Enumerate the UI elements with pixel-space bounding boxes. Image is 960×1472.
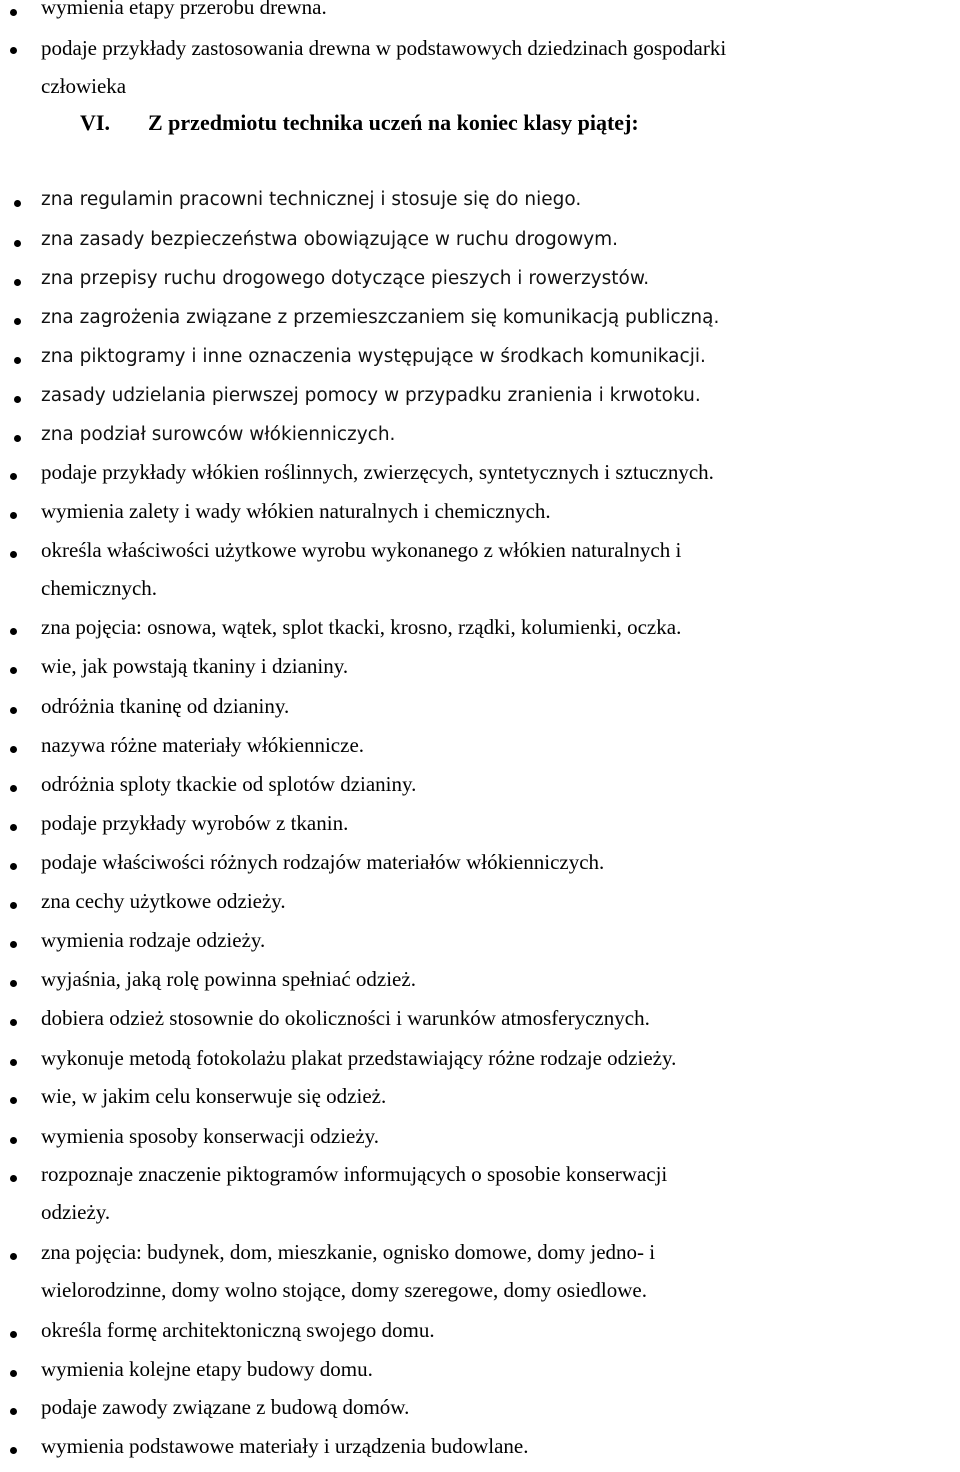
list-item-text: określa właściwości użytkowe wyrobu wykonanego z włókien naturalnych i [41, 538, 682, 562]
bullet-icon [10, 512, 17, 519]
bullet-icon [10, 551, 17, 558]
bullet-icon [14, 279, 21, 286]
list-item-text: zna regulamin pracowni technicznej i stosuje się do niego. [41, 189, 582, 210]
list-item-text: rozpoznaje znaczenie piktogramów informujących o sposobie konserwacji [41, 1162, 668, 1186]
list-item-text: zna piktogramy i inne oznaczenia występujące w środkach komunikacji. [41, 346, 706, 367]
bullet-icon [10, 1175, 17, 1182]
list-item-text: nazywa różne materiały włókiennicze. [41, 733, 365, 757]
list-item [0, 424, 960, 454]
bullet-icon [14, 318, 21, 325]
list-item [0, 811, 960, 849]
list-item [0, 1357, 960, 1395]
bullet-icon [10, 1097, 17, 1104]
list-item-text: wymienia rodzaje odzieży. [41, 928, 266, 952]
bullet-icon [10, 1331, 17, 1338]
list-item-text: zna zagrożenia związane z przemieszczaniem się komunikacją publiczną. [41, 307, 720, 328]
bullet-icon [10, 473, 17, 480]
bullet-icon [14, 200, 21, 207]
list-item-text: wymienia kolejne etapy budowy domu. [41, 1357, 373, 1381]
list-item [0, 733, 960, 771]
list-item-text: dobiera odzież stosownie do okoliczności i warunków atmosferycznych. [41, 1006, 650, 1030]
bullet-icon [10, 824, 17, 831]
list-item [0, 1006, 960, 1044]
bullet-icon [10, 628, 17, 635]
list-item-text: zna zasady bezpieczeństwa obowiązujące w ruchu drogowym. [41, 229, 619, 250]
bullet-icon [10, 1370, 17, 1377]
section-title: Z przedmiotu technika uczeń na koniec klasy piątej: [148, 110, 639, 135]
list-item [0, 36, 960, 96]
list-item-text: wymienia podstawowe materiały i urządzenia budowlane. [41, 1434, 529, 1458]
list-item-text: podaje zawody związane z budową domów. [41, 1395, 410, 1419]
bullet-icon [10, 47, 17, 54]
bullet-icon [10, 1408, 17, 1415]
list-item-text: podaje właściwości różnych rodzajów materiałów włókienniczych. [41, 850, 605, 874]
list-item-text: podaje przykłady zastosowania drewna w podstawowych dziedzinach gospodarki [41, 36, 727, 60]
list-item [0, 385, 960, 415]
list-item-text: podaje przykłady włókien roślinnych, zwierzęcych, syntetycznych i sztucznych. [41, 460, 714, 484]
list-item [0, 928, 960, 966]
list-item [0, 1434, 960, 1472]
list-item-text: wielorodzinne, domy wolno stojące, domy szeregowe, domy osiedlowe. [41, 1278, 647, 1302]
bullet-icon [14, 396, 21, 403]
list-item [0, 268, 960, 298]
list-item [0, 307, 960, 337]
list-item-text: wymienia etapy przerobu drewna. [41, 0, 327, 19]
list-item-text: zna cechy użytkowe odzieży. [41, 889, 286, 913]
bullet-icon [10, 1059, 17, 1066]
bullet-icon [14, 357, 21, 364]
list-item [0, 1124, 960, 1162]
list-item [0, 889, 960, 927]
list-item [0, 460, 960, 498]
list-item [0, 654, 960, 692]
list-item-text: człowieka [41, 74, 127, 98]
bullet-icon [10, 1137, 17, 1144]
bullet-icon [10, 785, 17, 792]
list-item [0, 1046, 960, 1084]
list-item [0, 850, 960, 888]
section-number: VI. [80, 110, 110, 135]
list-item-text: odzieży. [41, 1200, 111, 1224]
bullet-icon [10, 746, 17, 753]
bullet-icon [10, 1447, 17, 1454]
list-item-text: wie, jak powstają tkaniny i dzianiny. [41, 654, 349, 678]
bullet-icon [10, 902, 17, 909]
list-item-text: wymienia zalety i wady włókien naturalnych i chemicznych. [41, 499, 551, 523]
bullet-icon [10, 1253, 17, 1260]
list-item [0, 499, 960, 537]
list-item [0, 189, 960, 219]
list-item-text: zna przepisy ruchu drogowego dotyczące pieszych i rowerzystów. [41, 268, 650, 289]
list-item-text: zna pojęcia: budynek, dom, mieszkanie, ognisko domowe, domy jedno- i [41, 1240, 656, 1264]
list-item-text: zna pojęcia: osnowa, wątek, splot tkacki, krosno, rządki, kolumienki, oczka. [41, 615, 682, 639]
list-item [0, 694, 960, 732]
list-item [0, 1162, 960, 1238]
list-item [0, 1395, 960, 1433]
bullet-icon [14, 240, 21, 247]
bullet-icon [10, 667, 17, 674]
list-item [0, 346, 960, 376]
list-item-text: chemicznych. [41, 576, 158, 600]
list-item [0, 1240, 960, 1316]
section-heading [80, 110, 639, 136]
bullet-icon [10, 941, 17, 948]
bullet-icon [10, 980, 17, 987]
bullet-icon [14, 435, 21, 442]
list-item [0, 1084, 960, 1122]
list-item-text: zasady udzielania pierwszej pomocy w przypadku zranienia i krwotoku. [41, 385, 701, 406]
list-item-text: podaje przykłady wyrobów z tkanin. [41, 811, 349, 835]
list-item-text: odróżnia tkaninę od dzianiny. [41, 694, 290, 718]
bullet-icon [10, 707, 17, 714]
list-item-text: zna podział surowców włókienniczych. [41, 424, 396, 445]
list-item [0, 967, 960, 1005]
list-item-text: wykonuje metodą fotokolażu plakat przedstawiający różne rodzaje odzieży. [41, 1046, 677, 1070]
list-item-text: wymienia sposoby konserwacji odzieży. [41, 1124, 380, 1148]
list-item [0, 538, 960, 614]
list-item-text: wie, w jakim celu konserwuje się odzież. [41, 1084, 387, 1108]
list-item-text: wyjaśnia, jaką rolę powinna spełniać odzież. [41, 967, 416, 991]
list-item-text: określa formę architektoniczną swojego domu. [41, 1318, 435, 1342]
list-item-text: odróżnia sploty tkackie od splotów dzianiny. [41, 772, 417, 796]
bullet-icon [10, 1019, 17, 1026]
list-item [0, 1318, 960, 1356]
list-item [0, 772, 960, 810]
bullet-icon [10, 863, 17, 870]
list-item [0, 229, 960, 259]
bullet-icon [10, 9, 17, 16]
list-item [0, 0, 960, 26]
list-item [0, 615, 960, 653]
